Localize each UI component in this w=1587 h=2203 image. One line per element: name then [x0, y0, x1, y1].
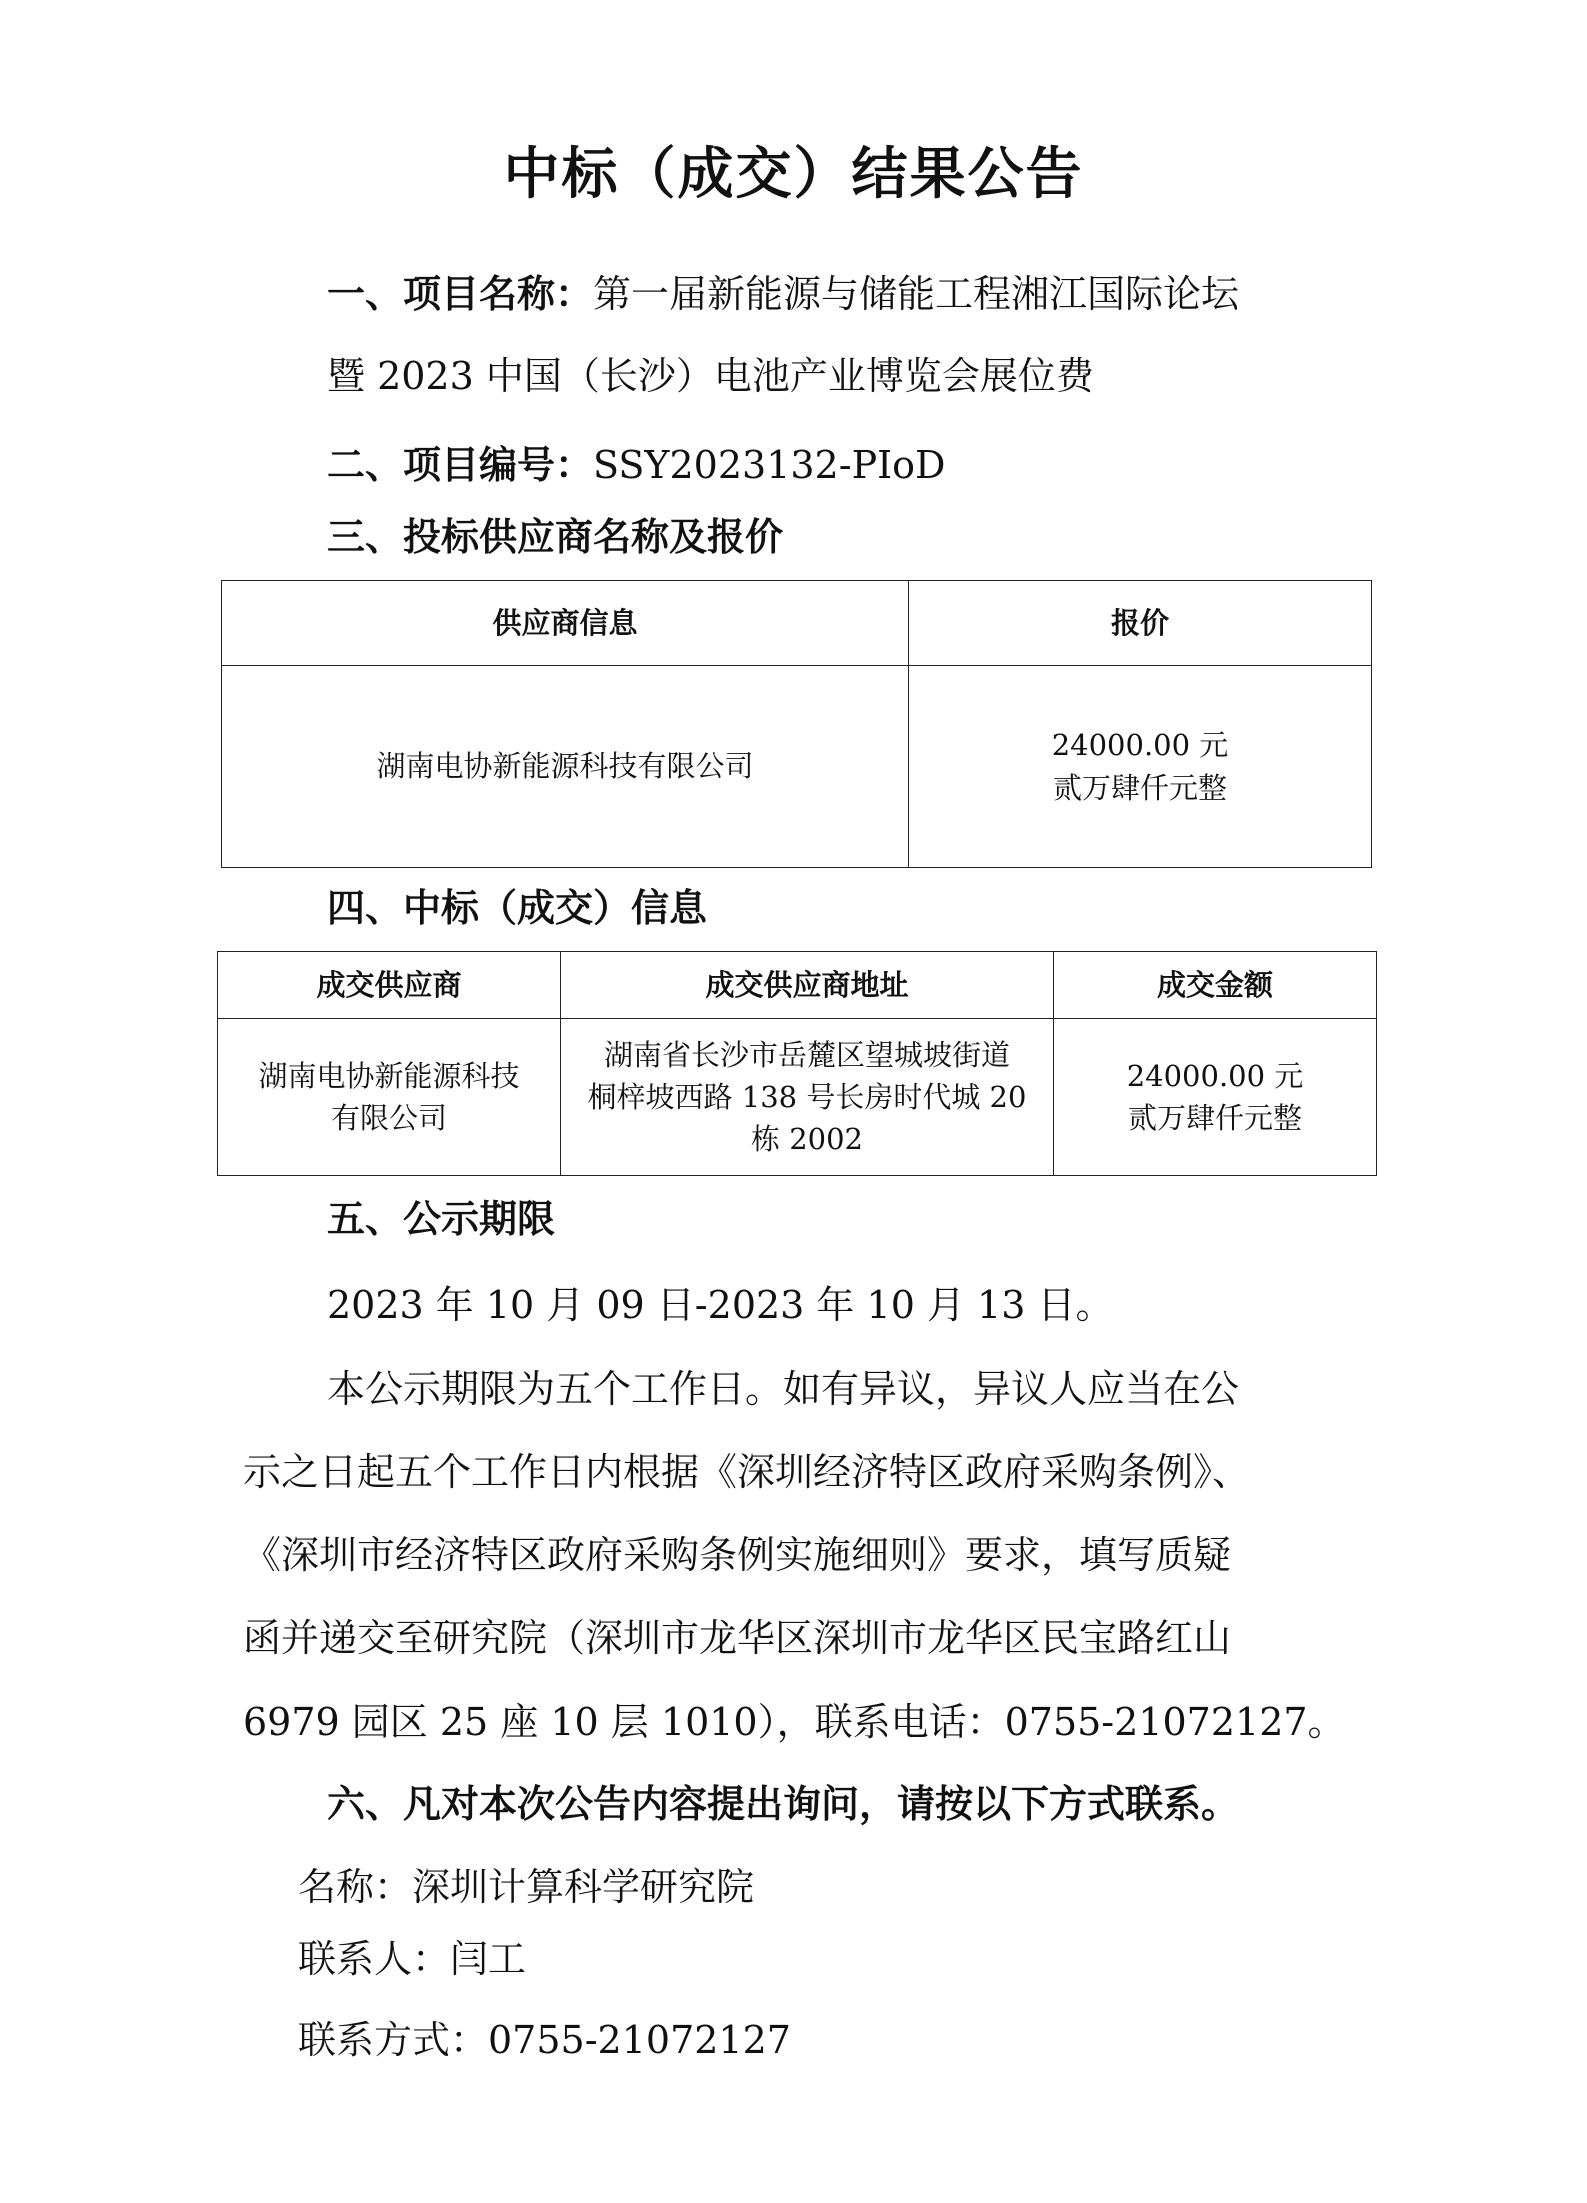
award-amount-words: 贰万肆仟元整 — [1127, 1101, 1302, 1135]
contact-name: 名称：深圳计算科学研究院 — [298, 1865, 755, 1909]
bidders-heading: 三、投标供应商名称及报价 — [327, 515, 784, 559]
notice-period-dates: 2023 年 10 月 09 日-2023 年 10 月 13 日。 — [327, 1283, 1114, 1327]
notice-paragraph-line: 示之日起五个工作日内根据《深圳经济特区政府采购条例》、 — [243, 1450, 1251, 1494]
notice-paragraph-line: 6979 园区 25 座 10 层 1010），联系电话：0755-21072127。 — [243, 1700, 1346, 1744]
award-address-line: 湖南省长沙市岳麓区望城坡街道 — [603, 1037, 1010, 1072]
project-name-line-1 — [327, 272, 1239, 318]
bidder-price-words: 贰万肆仟元整 — [1052, 770, 1227, 805]
award-amount-cell — [1054, 1019, 1377, 1176]
notice-period-heading: 五、公示期限 — [327, 1197, 556, 1241]
award-table — [217, 951, 1377, 1176]
project-number-label: 二、项目编号： — [327, 443, 594, 487]
contact-heading: 六、凡对本次公告内容提出询问，请按以下方式联系。 — [327, 1782, 1240, 1826]
header-supplier-info: 供应商信息 — [222, 581, 909, 666]
bidder-price-cell — [909, 666, 1372, 868]
notice-paragraph-line: 本公示期限为五个工作日。如有异议，异议人应当在公 — [327, 1367, 1240, 1411]
page-title: 中标（成交）结果公告 — [503, 142, 1084, 207]
award-supplier-line: 有限公司 — [330, 1101, 447, 1135]
award-heading: 四、中标（成交）信息 — [327, 886, 708, 930]
table-header-row — [222, 581, 1372, 666]
table-header-row — [218, 952, 1377, 1019]
header-price: 报价 — [909, 581, 1372, 666]
contact-person: 联系人：闫工 — [298, 1937, 527, 1981]
project-name-label: 一、项目名称： — [327, 272, 594, 316]
project-number-value: SSY2023132-PIoD — [593, 443, 946, 487]
bidder-supplier-cell: 湖南电协新能源科技有限公司 — [222, 666, 909, 868]
project-number-line — [327, 443, 946, 489]
table-row — [222, 666, 1372, 868]
award-address-cell — [561, 1019, 1054, 1176]
award-amount-value: 24000.00 元 — [1126, 1058, 1304, 1093]
header-award-amount: 成交金额 — [1054, 952, 1377, 1019]
header-award-supplier: 成交供应商 — [218, 952, 561, 1019]
project-name-value-2: 暨 2023 中国（长沙）电池产业博览会展位费 — [327, 354, 1094, 398]
award-address-line: 栋 2002 — [750, 1122, 864, 1157]
header-award-address: 成交供应商地址 — [561, 952, 1054, 1019]
bidder-price-amount: 24000.00 元 — [1051, 728, 1229, 763]
award-address-line: 桐梓坡西路 138 号长房时代城 20 — [587, 1079, 1027, 1114]
award-supplier-cell — [218, 1019, 561, 1176]
notice-paragraph-line: 函并递交至研究院（深圳市龙华区深圳市龙华区民宝路红山 — [243, 1616, 1232, 1660]
table-row — [218, 1019, 1377, 1176]
project-name-value-1: 第一届新能源与储能工程湘江国际论坛 — [593, 272, 1240, 316]
contact-method: 联系方式：0755-21072127 — [298, 2018, 791, 2062]
bidders-table — [221, 580, 1372, 868]
notice-paragraph-line: 《深圳市经济特区政府采购条例实施细则》要求，填写质疑 — [243, 1533, 1232, 1577]
award-supplier-line: 湖南电协新能源科技 — [258, 1058, 520, 1093]
